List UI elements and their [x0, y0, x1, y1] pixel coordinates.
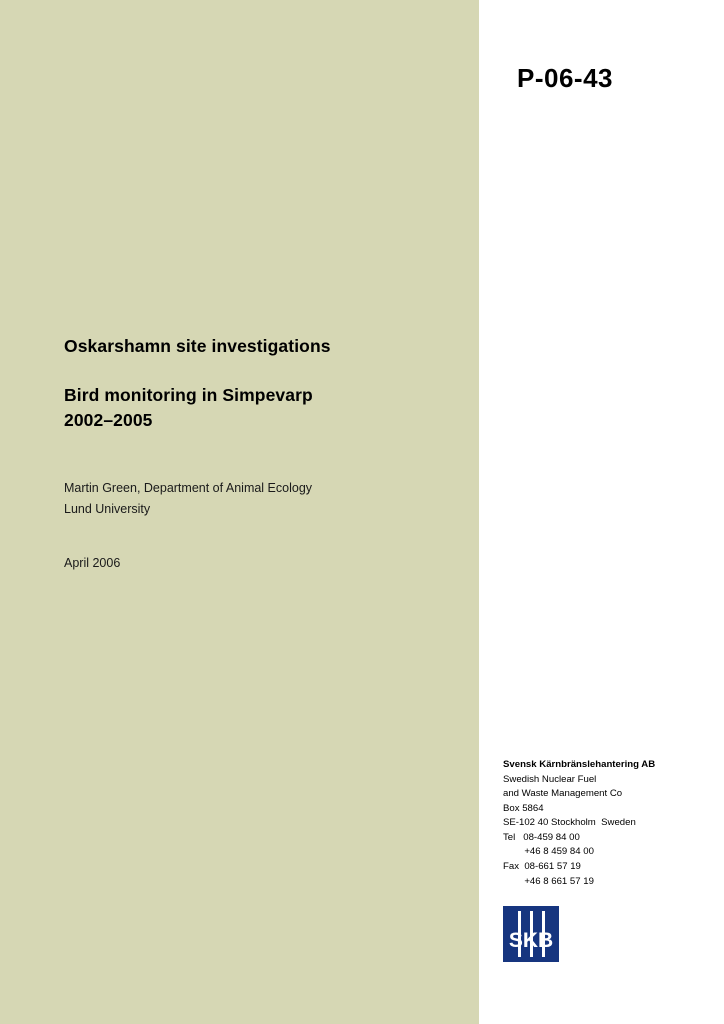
publisher-line-2: and Waste Management Co: [503, 788, 623, 800]
title-line-1: Bird monitoring in Simpevarp: [64, 385, 313, 405]
publisher-line-7: Fax 08-661 57 19: [503, 861, 581, 873]
title-block: [64, 336, 454, 434]
author-block: [64, 478, 464, 519]
skb-logo-text: SKB: [508, 929, 554, 952]
publisher-line-4: SE-102 40 Stockholm Sweden: [503, 817, 636, 829]
author-line-1: Martin Green, Department of Animal Ecology: [64, 481, 313, 495]
publisher-line-1: Swedish Nuclear Fuel: [503, 773, 597, 785]
publisher-org: Svensk Kärnbränslehantering AB: [503, 759, 656, 770]
report-number: P-06-43: [517, 63, 613, 93]
skb-logo: [503, 906, 559, 962]
publisher-line-6: +46 8 459 84 00: [503, 846, 594, 858]
publisher-line-8: +46 8 661 57 19: [503, 875, 594, 887]
publisher-line-3: Box 5864: [503, 802, 544, 814]
page-title: [64, 383, 454, 434]
publisher-line-5: Tel 08-459 84 00: [503, 831, 580, 843]
title-line-2: 2002–2005: [64, 410, 153, 431]
publication-date: April 2006: [64, 556, 121, 570]
publisher-block: [503, 758, 703, 889]
author-line-2: Lund University: [64, 501, 151, 516]
site-investigation-line: Oskarshamn site investigations: [64, 336, 331, 356]
